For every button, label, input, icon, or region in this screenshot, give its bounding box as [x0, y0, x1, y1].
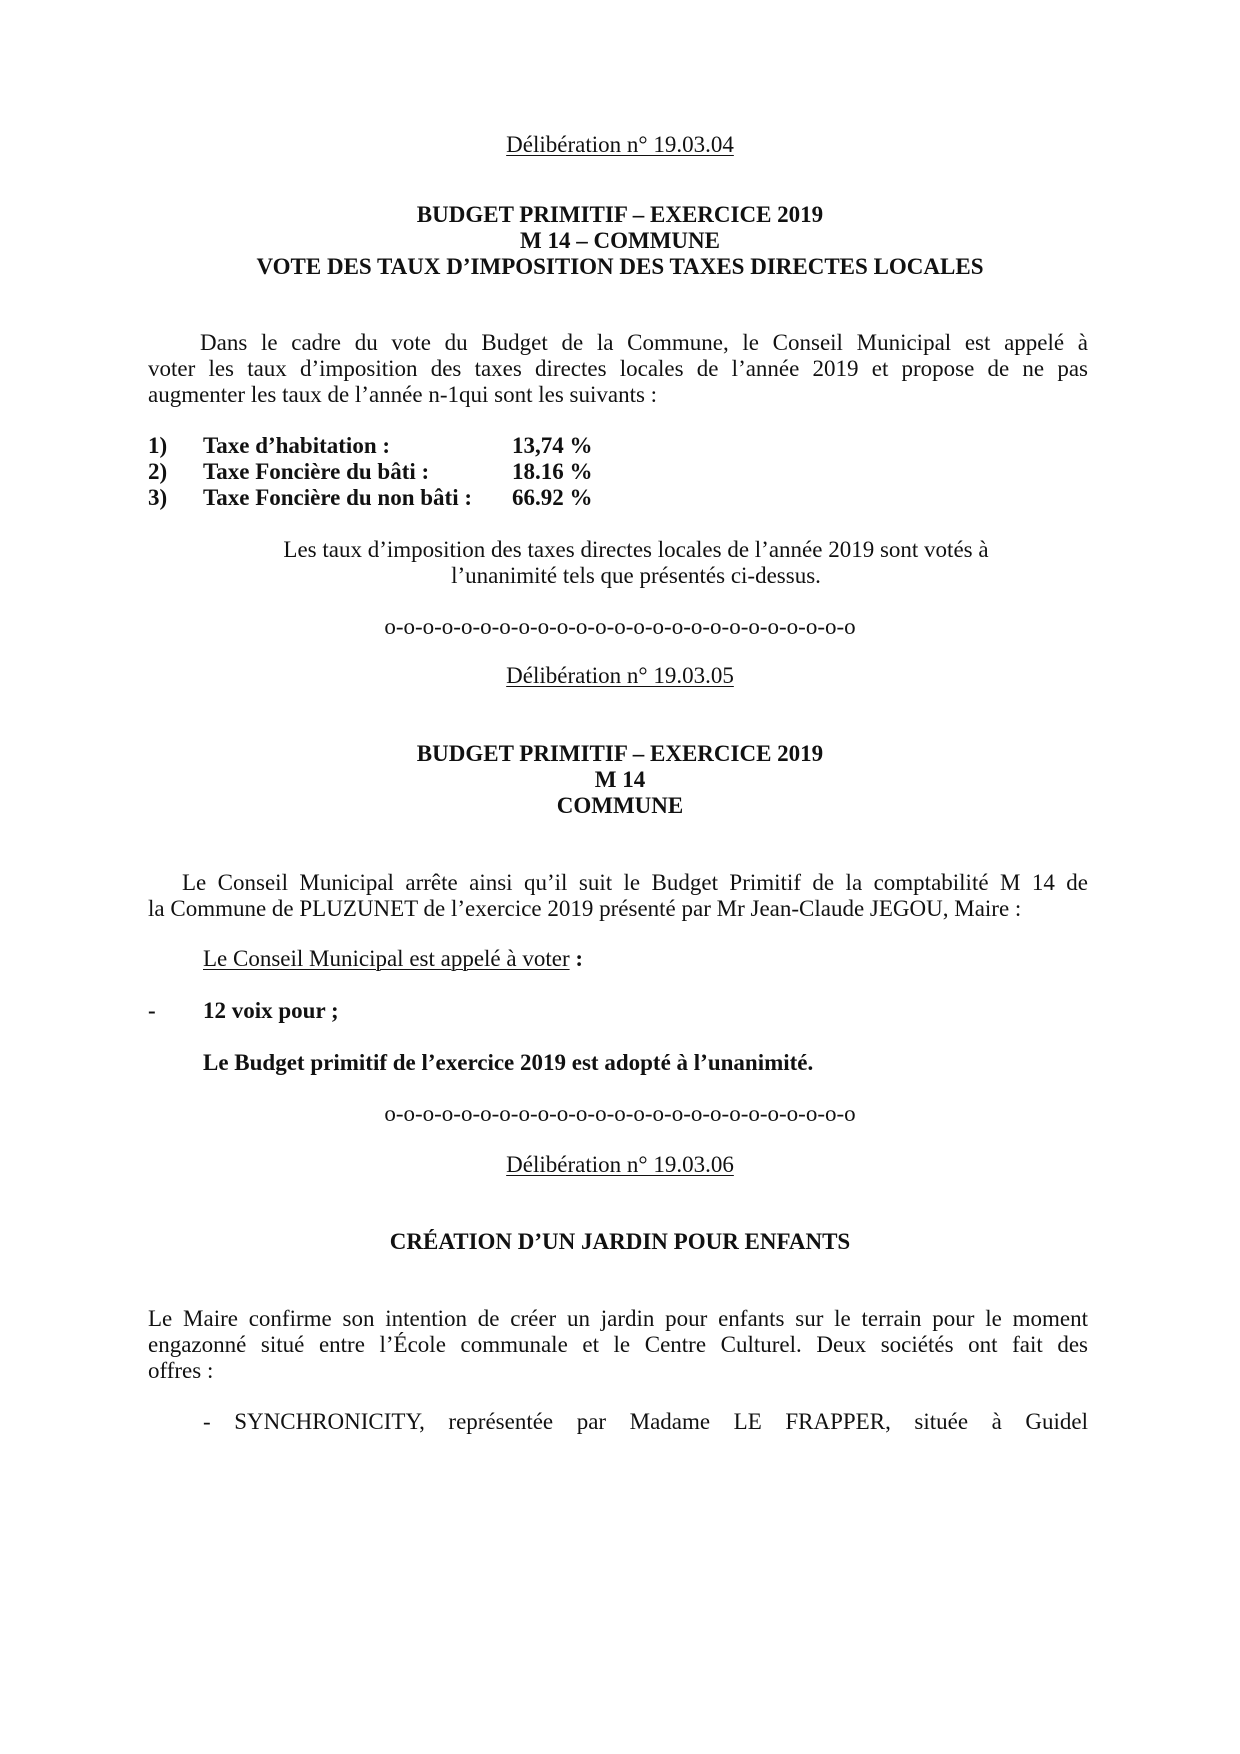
title-2-line-1: BUDGET PRIMITIF – EXERCICE 2019 — [416, 741, 824, 766]
tax-rate: 13,74 % — [512, 433, 593, 458]
intro-1-line-1: Dans le cadre du vote du Budget de la Commune, le Conseil Municipal est appelé à — [200, 330, 1088, 355]
title-2-line-3: COMMUNE — [556, 793, 684, 818]
separator-2: o-o-o-o-o-o-o-o-o-o-o-o-o-o-o-o-o-o-o-o-o-o-o-o-o — [384, 1101, 856, 1126]
tax-rate: 18.16 % — [512, 459, 593, 484]
offer-item-1: - SYNCHRONICITY, représentée par Madame LE FRAPPER, située à Guidel — [203, 1409, 1088, 1434]
intro-1-line-2: voter les taux d’imposition des taxes directes locales de l’année 2019 et propose de ne pas — [148, 356, 1088, 381]
tax-label: Taxe Foncière du bâti : — [203, 459, 430, 484]
intro-1-line-3: augmenter les taux de l’année n-1qui sont les suivants : — [148, 382, 658, 407]
intro-2-line-2: la Commune de PLUZUNET de l’exercice 2019 présenté par Mr Jean-Claude JEGOU, Maire : — [148, 896, 1022, 921]
tax-rate: 66.92 % — [512, 485, 593, 510]
adoption-statement: Le Budget primitif de l’exercice 2019 est adopté à l’unanimité. — [203, 1050, 814, 1075]
vote-count: 12 voix pour ; — [203, 998, 339, 1023]
intro-3-line-3: offres : — [148, 1358, 214, 1383]
title-3: CRÉATION D’UN JARDIN POUR ENFANTS — [389, 1229, 851, 1254]
vote-call: Le Conseil Municipal est appelé à voter : — [203, 946, 584, 971]
vote-dash: - — [148, 998, 156, 1023]
tax-label: Taxe Foncière du non bâti : — [203, 485, 473, 510]
separator-1: o-o-o-o-o-o-o-o-o-o-o-o-o-o-o-o-o-o-o-o-o-o-o-o-o — [384, 614, 856, 639]
tax-number: 3) — [148, 485, 168, 510]
deliberation-ref-3: Délibération n° 19.03.06 — [506, 1152, 734, 1177]
tax-number: 2) — [148, 459, 168, 484]
deliberation-ref-2: Délibération n° 19.03.05 — [506, 663, 734, 688]
deliberation-ref-1: Délibération n° 19.03.04 — [506, 132, 734, 157]
title-2-line-2: M 14 — [594, 767, 646, 792]
intro-2-line-1: Le Conseil Municipal arrête ainsi qu’il suit le Budget Primitif de la comptabilité M 14 de — [182, 870, 1088, 895]
tax-number: 1) — [148, 433, 168, 458]
tax-label: Taxe d’habitation : — [203, 433, 391, 458]
intro-3-line-1: Le Maire confirme son intention de créer un jardin pour enfants sur le terrain pour le moment — [148, 1306, 1088, 1331]
title-1-line-1: BUDGET PRIMITIF – EXERCICE 2019 — [416, 202, 824, 227]
conclusion-1-line-1: Les taux d’imposition des taxes directes locales de l’année 2019 sont votés à — [283, 537, 989, 562]
title-1-line-2: M 14 – COMMUNE — [520, 228, 720, 253]
title-1-line-3: VOTE DES TAUX D’IMPOSITION DES TAXES DIRECTES LOCALES — [256, 254, 984, 279]
intro-3-line-2: engazonné situé entre l’École communale et le Centre Culturel. Deux sociétés ont fait des — [148, 1332, 1088, 1357]
conclusion-1-line-2: l’unanimité tels que présentés ci-dessus. — [451, 563, 821, 588]
